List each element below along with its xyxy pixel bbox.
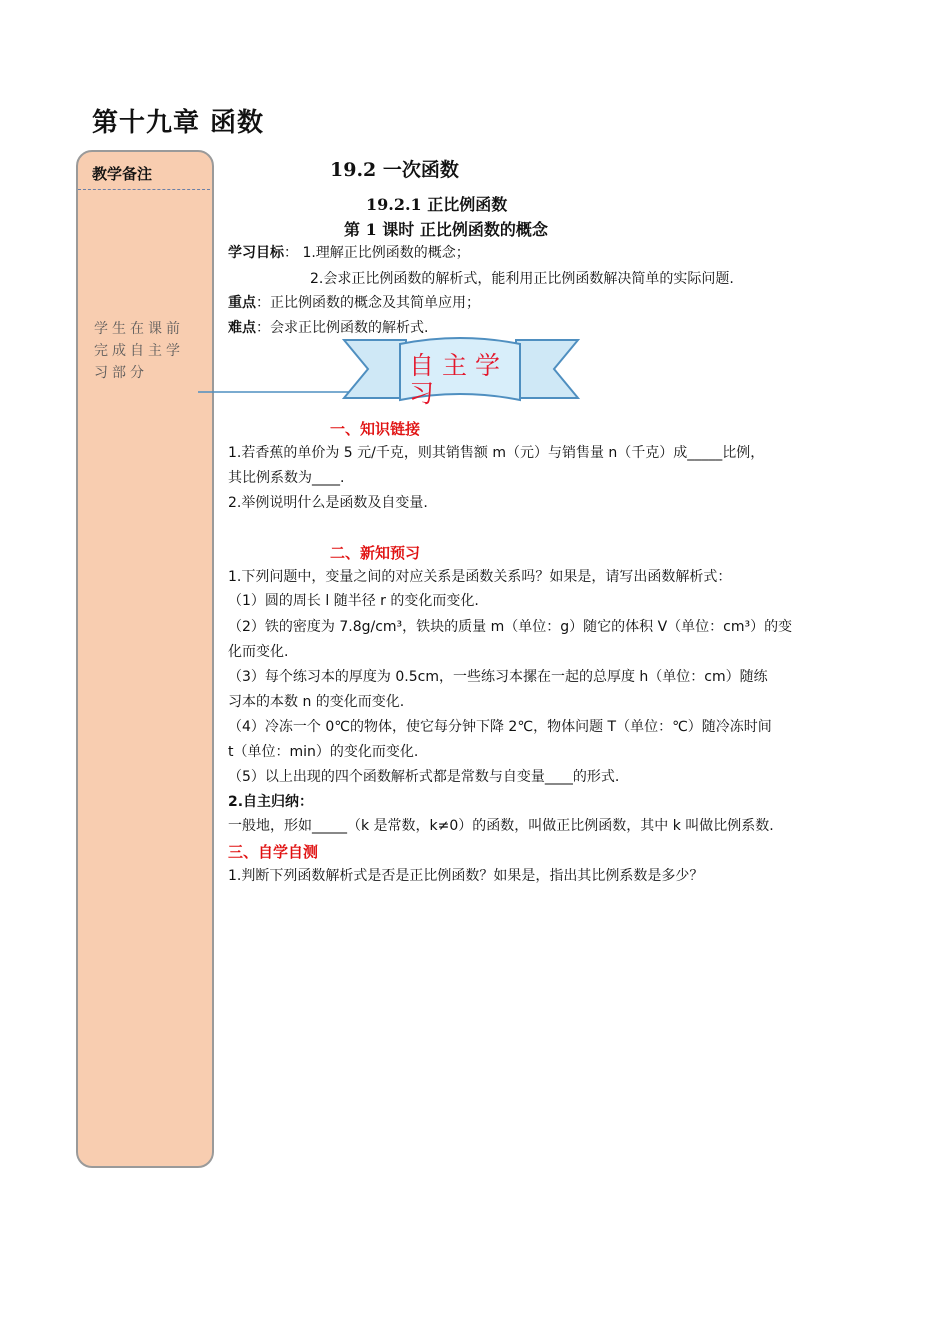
sec2-p5: （5）以上出现的四个函数解析式都是常数与自变量____的形式. [228,769,620,785]
difficulty-label: 难点 [228,320,256,336]
section-1-title: 一、知识链接 [330,420,421,438]
sec2-p1: （1）圆的周长 l 随半径 r 的变化而变化. [228,593,479,609]
objectives-label: 学习目标 [228,245,284,261]
sec2-p2-line1: （2）铁的密度为 7.8g/cm³，铁块的质量 m（单位：g）随它的体积 V（单位：cm³）的变 [228,619,793,635]
summary-label: 2.自主归纳： [228,794,314,810]
key-point-label: 重点 [228,295,256,311]
sec2-p3-line2: 习本的本数 n 的变化而变化. [228,694,405,710]
subsection-title: 19.2.1 正比例函数 [366,195,508,214]
objective-2: 2.会求正比例函数的解析式，能利用正比例函数解决简单的实际问题. [310,271,734,287]
lesson-title: 第 1 课时 正比例函数的概念 [344,220,548,239]
key-point-text: 正比例函数的概念及其简单应用； [270,295,480,311]
summary-text: 一般地，形如_____（k 是常数，k≠0）的函数，叫做正比例函数，其中 k 叫做比例系数. [228,818,774,834]
sec3-q1: 1.判断下列函数解析式是否是正比例函数？如果是，指出其比例系数是多少？ [228,868,704,884]
difficulty-text: 会求正比例函数的解析式. [270,320,429,336]
section-2-title: 二、新知预习 [330,544,421,562]
sec2-p2-line2: 化而变化. [228,644,289,660]
sec2-p3-line1: （3）每个练习本的厚度为 0.5cm，一些练习本摞在一起的总厚度 h（单位：cm）随练 [228,669,768,685]
section-title: 19.2 一次函数 [330,159,459,181]
sec1-q2: 2.举例说明什么是函数及自变量. [228,495,428,511]
objective-1: 1.理解正比例函数的概念； [302,245,470,261]
sec2-p4-line1: （4）冷冻一个 0℃的物体，使它每分钟下降 2℃，物体问题 T（单位：℃）随冷冻时间 [228,719,772,735]
teaching-notes-panel [76,150,214,1168]
chapter-title: 第十九章 函数 [92,108,265,138]
objectives-line1 [228,243,470,263]
sec2-p4-line2: t（单位：min）的变化而变化. [228,744,419,760]
objectives-sep: ： [284,245,298,261]
difficulty: 难点：会求正比例函数的解析式. [228,320,429,336]
section-3-title: 三、自学自测 [228,843,319,861]
sidebar-note: 学生在课前完成自主学习部分 [94,321,184,381]
sec1-q1-line1: 1.若香蕉的单价为 5 元/千克，则其销售额 m（元）与销售量 n（千克）成_____比例， [228,445,765,461]
sec2-q1: 1.下列问题中，变量之间的对应关系是函数关系吗？如果是，请写出函数解析式： [228,569,732,585]
key-point: 重点：正比例函数的概念及其简单应用； [228,295,480,311]
badge-text: 自主学习 [409,351,509,408]
sec1-q1-line2: 其比例系数为____. [228,470,345,486]
sidebar-title: 教学备注 [92,165,153,183]
sidebar-divider [78,189,210,190]
